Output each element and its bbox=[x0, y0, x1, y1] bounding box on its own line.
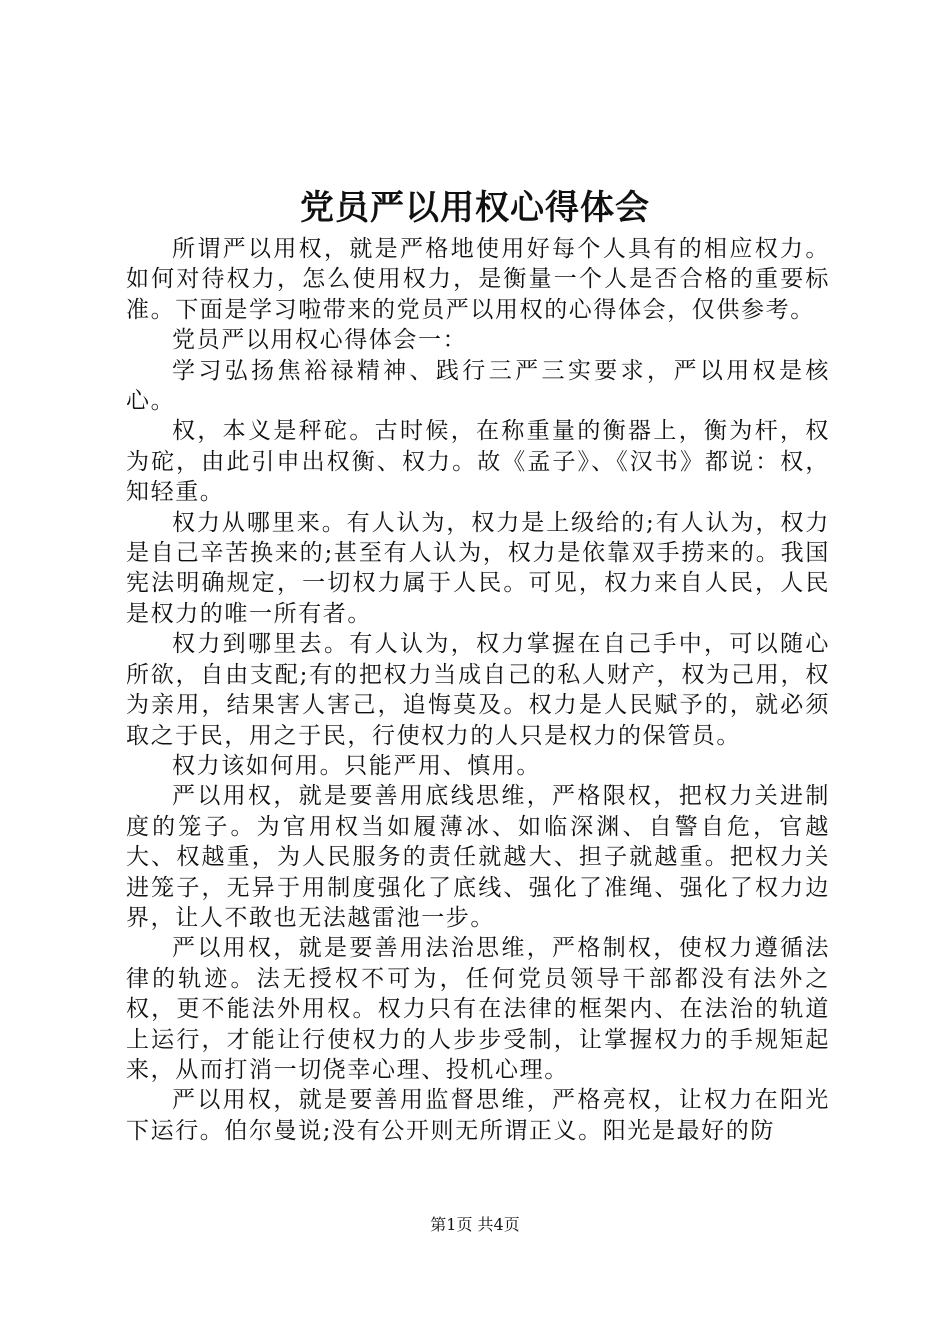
paragraph: 权，本义是秤砣。古时候，在称重量的衡器上，衡为杆，权为砣，由此引申出权衡、权力。故《孟子》、《汉书》都说：权，知轻重。 bbox=[126, 418, 830, 506]
paragraph: 严以用权，就是要善用监督思维，严格亮权，让权力在阳光下运行。伯尔曼说;没有公开则无所谓正义。阳光是最好的防 bbox=[126, 1087, 830, 1144]
document-body bbox=[126, 234, 830, 1146]
paragraph: 权力到哪里去。有人认为，权力掌握在自己手中，可以随心所欲，自由支配;有的把权力当成自己的私人财产，权为己用，权为亲用，结果害人害己，追悔莫及。权力是人民赋予的，就必须取之于民，用之于民，行使权力的人只是权力的保管员。 bbox=[126, 631, 830, 749]
paragraph: 严以用权，就是要善用法治思维，严格制权，使权力遵循法律的轨迹。法无授权不可为，任何党员领导干部都没有法外之权，更不能法外用权。权力只有在法律的框架内、在法治的轨道上运行，才能让行使权力的人步步受制，让掌握权力的手规矩起来，从而打消一切侥幸心理、投机心理。 bbox=[126, 935, 830, 1083]
document-title: 党员严以用权心得体会 bbox=[300, 188, 650, 228]
paragraph: 严以用权，就是要善用底线思维，严格限权，把权力关进制度的笼子。为官用权当如履薄冰、如临深渊、自警自危，官越大、权越重，为人民服务的责任就越大、担子就越重。把权力关进笼子，无异于用制度强化了底线、强化了准绳、强化了权力边界，让人不敢也无法越雷池一步。 bbox=[126, 783, 830, 931]
paragraph: 权力该如何用。只能严用、慎用。 bbox=[172, 752, 541, 779]
paragraph: 所谓严以用权，就是严格地使用好每个人具有的相应权力。如何对待权力，怎么使用权力，是衡量一个人是否合格的重要标准。下面是学习啦带来的党员严以用权的心得体会，仅供参考。 bbox=[126, 236, 830, 323]
paragraph: 权力从哪里来。有人认为，权力是上级给的;有人认为，权力是自己辛苦换来的;甚至有人认为，权力是依靠双手捞来的。我国宪法明确规定，一切权力属于人民。可见，权力来自人民，人民是权力的唯一所有者。 bbox=[126, 509, 830, 627]
section-heading: 党员严以用权心得体会一： bbox=[172, 327, 468, 354]
paragraph: 学习弘扬焦裕禄精神、践行三严三实要求，严以用权是核心。 bbox=[126, 357, 830, 415]
page-number-footer: 第1页 共4页 bbox=[430, 1215, 520, 1234]
